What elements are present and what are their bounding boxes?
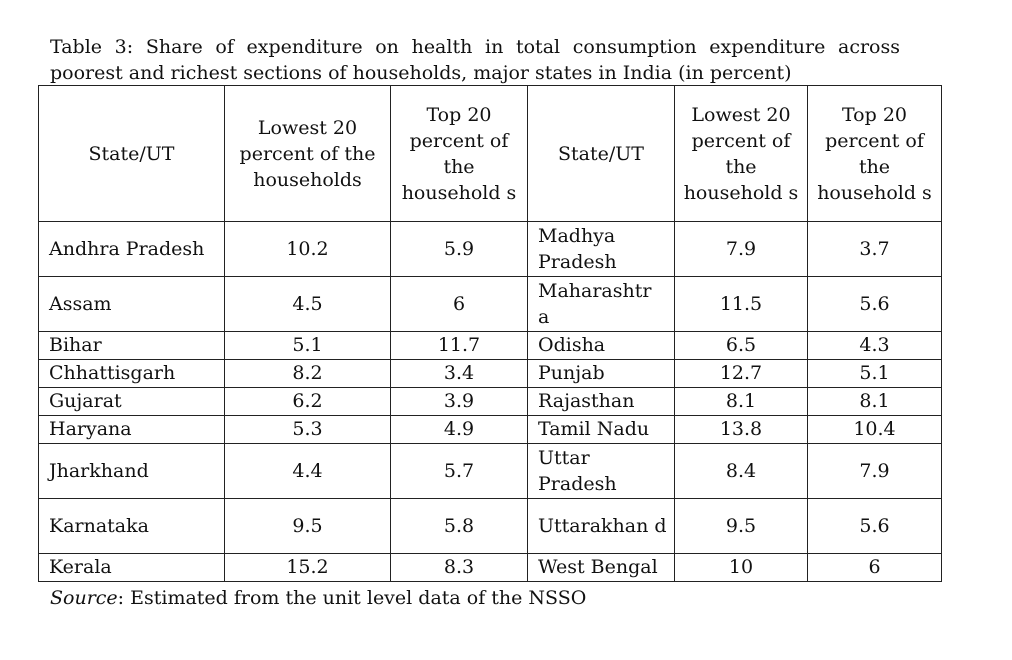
state-name-cell: Madhya Pradesh bbox=[528, 222, 675, 277]
lowest-value-cell: 6.2 bbox=[225, 388, 391, 416]
lowest-value-cell: 4.4 bbox=[225, 444, 391, 499]
top-value-cell: 5.1 bbox=[808, 360, 942, 388]
table-row bbox=[39, 554, 942, 582]
state-name-cell: Karnataka bbox=[39, 499, 225, 554]
top-value-cell: 7.9 bbox=[808, 444, 942, 499]
top-value-cell: 11.7 bbox=[391, 332, 528, 360]
lowest-value-cell: 10.2 bbox=[225, 222, 391, 277]
top-value-cell: 4.3 bbox=[808, 332, 942, 360]
header-lowest-right: Lowest 20 percent of the household s bbox=[675, 86, 808, 222]
lowest-value-cell: 6.5 bbox=[675, 332, 808, 360]
lowest-value-cell: 7.9 bbox=[675, 222, 808, 277]
top-value-cell: 8.1 bbox=[808, 388, 942, 416]
lowest-value-cell: 5.3 bbox=[225, 416, 391, 444]
lowest-value-cell: 8.1 bbox=[675, 388, 808, 416]
state-name-cell: Odisha bbox=[528, 332, 675, 360]
table-row bbox=[39, 332, 942, 360]
state-name-cell: Jharkhand bbox=[39, 444, 225, 499]
state-name-cell: Chhattisgarh bbox=[39, 360, 225, 388]
state-name-cell: West Bengal bbox=[528, 554, 675, 582]
state-name-cell: Kerala bbox=[39, 554, 225, 582]
top-value-cell: 5.6 bbox=[808, 499, 942, 554]
table-row bbox=[39, 499, 942, 554]
top-value-cell: 5.9 bbox=[391, 222, 528, 277]
header-state-right: State/UT bbox=[528, 86, 675, 222]
state-name-cell: Tamil Nadu bbox=[528, 416, 675, 444]
state-name-cell: Andhra Pradesh bbox=[39, 222, 225, 277]
state-name-cell: Punjab bbox=[528, 360, 675, 388]
lowest-value-cell: 5.1 bbox=[225, 332, 391, 360]
state-name-cell: Uttarakhan d bbox=[528, 499, 675, 554]
top-value-cell: 6 bbox=[391, 277, 528, 332]
header-top-right: Top 20 percent of the household s bbox=[808, 86, 942, 222]
top-value-cell: 5.7 bbox=[391, 444, 528, 499]
table-row bbox=[39, 388, 942, 416]
top-value-cell: 3.4 bbox=[391, 360, 528, 388]
table-row bbox=[39, 222, 942, 277]
source-text: : Estimated from the unit level data of the NSSO bbox=[117, 587, 587, 609]
lowest-value-cell: 15.2 bbox=[225, 554, 391, 582]
state-name-cell: Uttar Pradesh bbox=[528, 444, 675, 499]
state-name-cell: Haryana bbox=[39, 416, 225, 444]
lowest-value-cell: 13.8 bbox=[675, 416, 808, 444]
state-name-cell: Rajasthan bbox=[528, 388, 675, 416]
table-row bbox=[39, 416, 942, 444]
lowest-value-cell: 8.4 bbox=[675, 444, 808, 499]
state-name-cell: Assam bbox=[39, 277, 225, 332]
table-header-row bbox=[39, 86, 942, 222]
top-value-cell: 4.9 bbox=[391, 416, 528, 444]
lowest-value-cell: 9.5 bbox=[675, 499, 808, 554]
lowest-value-cell: 4.5 bbox=[225, 277, 391, 332]
state-name-cell: Bihar bbox=[39, 332, 225, 360]
lowest-value-cell: 9.5 bbox=[225, 499, 391, 554]
table-row bbox=[39, 444, 942, 499]
top-value-cell: 8.3 bbox=[391, 554, 528, 582]
source-note bbox=[50, 586, 586, 610]
top-value-cell: 3.9 bbox=[391, 388, 528, 416]
table-caption: Table 3: Share of expenditure on health in total consumption expenditure across poorest and richest sections of households, major states in India (in percent) bbox=[50, 36, 900, 84]
header-state-left: State/UT bbox=[39, 86, 225, 222]
lowest-value-cell: 8.2 bbox=[225, 360, 391, 388]
top-value-cell: 6 bbox=[808, 554, 942, 582]
top-value-cell: 5.6 bbox=[808, 277, 942, 332]
top-value-cell: 5.8 bbox=[391, 499, 528, 554]
state-name-cell: Gujarat bbox=[39, 388, 225, 416]
top-value-cell: 10.4 bbox=[808, 416, 942, 444]
table-row bbox=[39, 277, 942, 332]
lowest-value-cell: 10 bbox=[675, 554, 808, 582]
header-top-left: Top 20 percent of the household s bbox=[391, 86, 528, 222]
lowest-value-cell: 12.7 bbox=[675, 360, 808, 388]
lowest-value-cell: 11.5 bbox=[675, 277, 808, 332]
table-row bbox=[39, 360, 942, 388]
top-value-cell: 3.7 bbox=[808, 222, 942, 277]
header-lowest-left: Lowest 20 percent of the households bbox=[225, 86, 391, 222]
health-expenditure-table bbox=[38, 85, 942, 582]
state-name-cell: Maharashtr a bbox=[528, 277, 675, 332]
source-label: Source bbox=[50, 587, 118, 609]
